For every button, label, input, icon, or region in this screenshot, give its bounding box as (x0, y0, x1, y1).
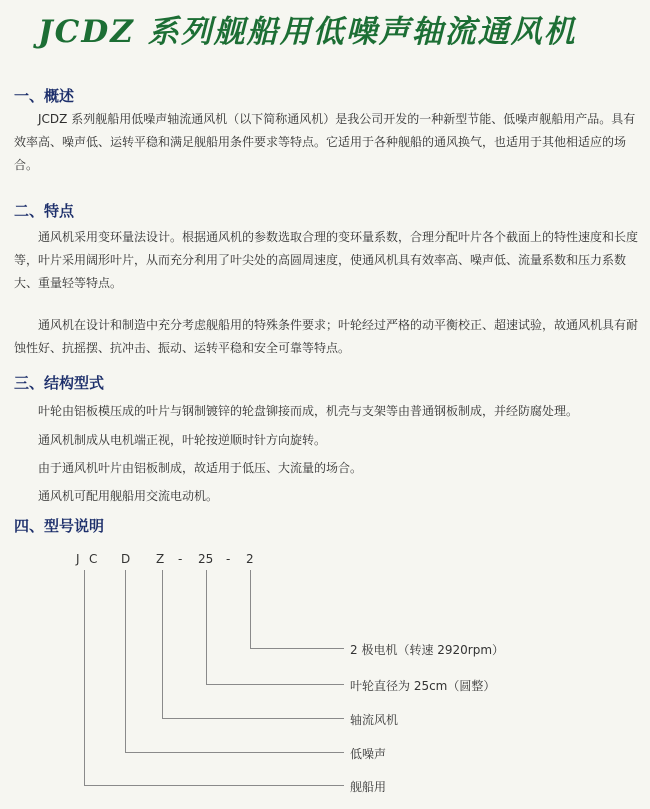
connector-line (206, 684, 344, 685)
connector-line (84, 570, 85, 785)
connector-line (250, 648, 344, 649)
structure-line-1: 叶轮由铝板模压成的叶片与钢制镀锌的轮盘铆接而成，机壳与支架等由普通钢板制成，并经防腐处理。 (38, 404, 579, 418)
model-code-part: Z (156, 552, 165, 566)
model-code-part: - (226, 552, 231, 566)
connector-line (84, 785, 344, 786)
model-code-part: D (121, 552, 131, 566)
model-code-part: - (178, 552, 183, 566)
connector-line (162, 570, 163, 718)
structure-line-4: 通风机可配用舰船用交流电动机。 (38, 489, 219, 503)
section-heading-structure: 三、结构型式 (14, 374, 105, 392)
connector-line (206, 570, 207, 684)
model-desc-motor: 2 极电机（转速 2920rpm） (350, 643, 505, 657)
model-code-part: 2 (246, 552, 254, 566)
section-heading-overview: 一、概述 (14, 87, 75, 105)
model-code-part: C (89, 552, 98, 566)
section-heading-model: 四、型号说明 (14, 517, 105, 535)
features-paragraph-1: 通风机采用变环量法设计。根据通风机的参数选取合理的变环量系数，合理分配叶片各个截面上的特性速度和长度等，叶片采用阔形叶片，从而充分利用了叶尖处的高圆周速度，使通风机具有效率高、噪声低、流量系数和压力系数大、重量轻等特点。 (14, 230, 639, 290)
connector-line (250, 570, 251, 648)
connector-line (125, 752, 344, 753)
page-title: JCDZ 系列舰船用低噪声轴流通风机 (38, 14, 577, 50)
structure-line-2: 通风机制成从电机端正视，叶轮按逆顺时针方向旋转。 (38, 433, 327, 447)
model-desc-low-noise: 低噪声 (350, 747, 387, 761)
features-paragraph-2: 通风机在设计和制造中充分考虑舰船用的特殊条件要求；叶轮经过严格的动平衡校正、超速试验，故通风机具有耐蚀性好、抗摇摆、抗冲击、振动、运转平稳和安全可靠等特点。 (14, 318, 639, 355)
model-desc-marine: 舰船用 (350, 780, 387, 794)
connector-line (162, 718, 344, 719)
model-desc-impeller: 叶轮直径为 25cm（圆整） (350, 679, 496, 693)
model-desc-axial: 轴流风机 (350, 713, 399, 727)
structure-line-3: 由于通风机叶片由铝板制成，故适用于低压、大流量的场合。 (38, 461, 363, 475)
overview-paragraph: JCDZ 系列舰船用低噪声轴流通风机（以下简称通风机）是我公司开发的一种新型节能、低噪声舰船用产品。具有效率高、噪声低、运转平稳和满足舰船用条件要求等特点。它适用于各种舰船的通风换气，也适用于其他相适应的场合。 (14, 112, 636, 172)
model-code-part: 25 (198, 552, 214, 566)
connector-line (125, 570, 126, 752)
section-heading-features: 二、特点 (14, 202, 75, 220)
model-code-part: J (76, 552, 80, 566)
